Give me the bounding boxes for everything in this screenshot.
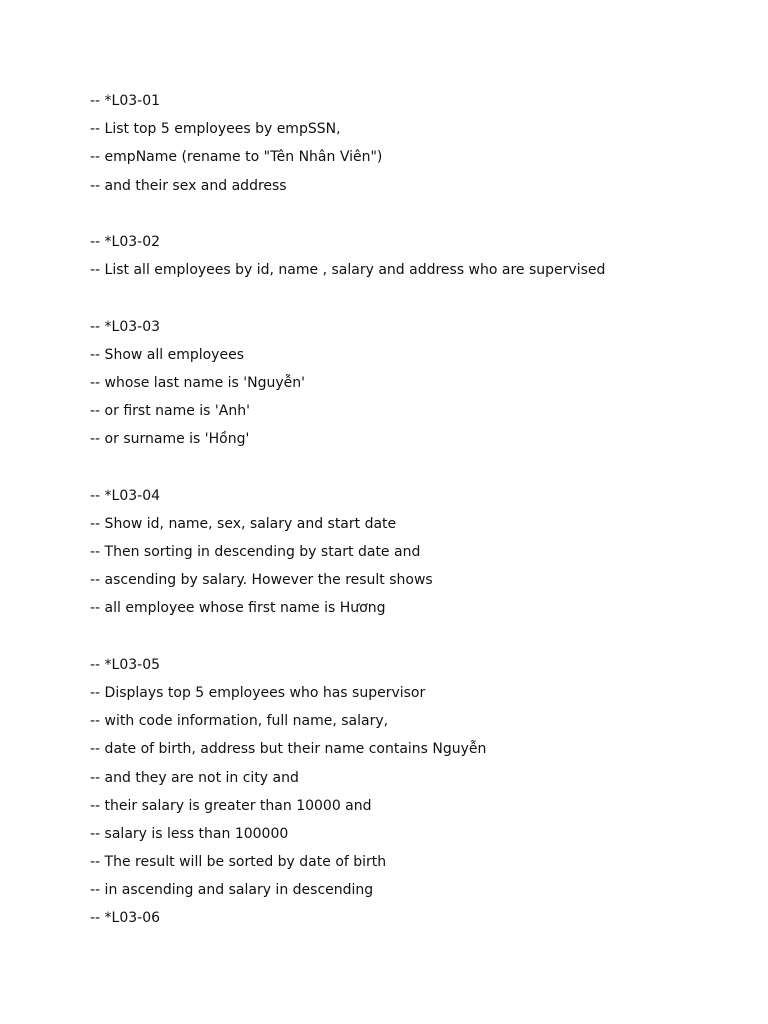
comment-line: -- their salary is greater than 10000 and <box>90 797 372 814</box>
sql-comment-block <box>90 87 730 933</box>
blank-line <box>90 284 730 312</box>
comment-line: -- ascending by salary. However the result shows <box>90 572 433 589</box>
blank-line <box>90 200 730 228</box>
comment-line: -- in ascending and salary in descending <box>90 882 374 899</box>
comment-line: -- salary is less than 100000 <box>90 825 289 842</box>
comment-line: -- List top 5 employees by empSSN, <box>90 121 341 138</box>
comment-line: -- with code information, full name, salary, <box>90 713 389 730</box>
comment-line: -- The result will be sorted by date of birth <box>90 854 387 871</box>
comment-line: -- and their sex and address <box>90 177 287 194</box>
section-heading: -- *L03-02 <box>90 233 161 250</box>
comment-line: -- Displays top 5 employees who has supervisor <box>90 684 426 701</box>
section-heading: -- *L03-01 <box>90 93 161 109</box>
section-heading: -- *L03-05 <box>90 656 161 673</box>
comment-line: -- empName (rename to "Tên Nhân Viên") <box>90 149 383 166</box>
comment-line: -- or surname is 'Hồng' <box>90 431 250 448</box>
section-heading: -- *L03-03 <box>90 318 161 335</box>
comment-line: -- or first name is 'Anh' <box>90 403 250 420</box>
blank-line <box>90 623 730 651</box>
comment-line: -- all employee whose first name is Hương <box>90 600 386 617</box>
comment-line: -- Show id, name, sex, salary and start date <box>90 515 397 532</box>
comment-line: -- date of birth, address but their name contains Nguyễn <box>90 741 487 758</box>
comment-line: -- whose last name is 'Nguyễn' <box>90 374 305 391</box>
comment-line: -- List all employees by id, name , salary and address who are supervised <box>90 262 606 279</box>
comment-line: -- and they are not in city and <box>90 769 299 786</box>
section-heading: -- *L03-04 <box>90 487 161 504</box>
section-heading: -- *L03-06 <box>90 910 161 927</box>
comment-line: -- Then sorting in descending by start date and <box>90 544 421 560</box>
comment-line: -- Show all employees <box>90 346 244 363</box>
blank-line <box>90 453 730 481</box>
